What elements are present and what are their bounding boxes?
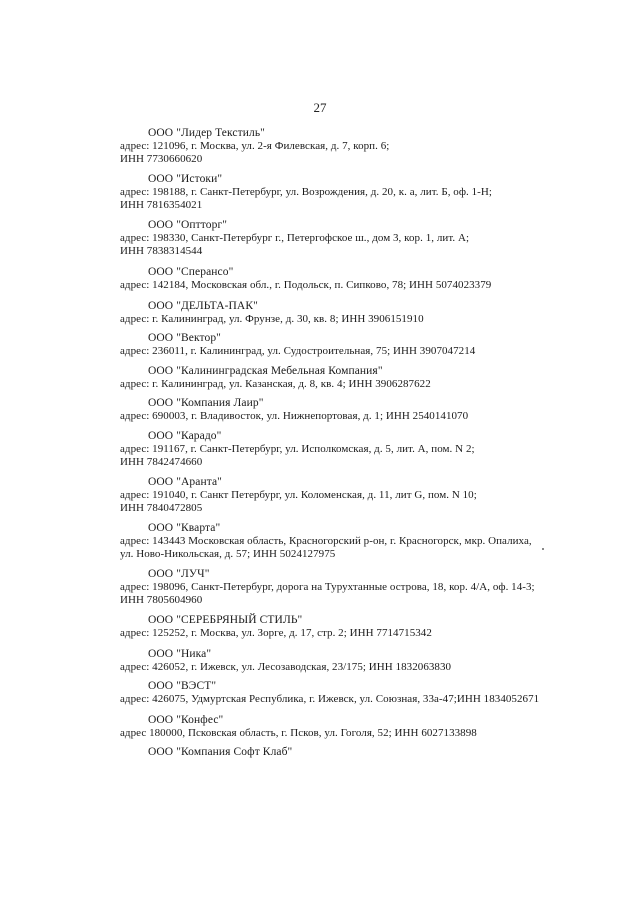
company-entry [120,522,540,568]
company-inn: ИНН 7816354021 [120,199,203,211]
company-entry [120,266,540,300]
company-entry [120,332,540,365]
company-name: ООО "Компания Лаир" [148,397,264,409]
company-address: адрес: г. Калининград, ул. Фрунзе, д. 30, кв. 8; ИНН 3906151910 [120,313,424,325]
company-address: адрес: 690003, г. Владивосток, ул. Нижнепортовая, д. 1; ИНН 2540141070 [120,410,469,422]
company-name: ООО "Карадо" [148,430,222,442]
company-entry [120,365,540,397]
company-inn: ИНН 7840472805 [120,502,203,514]
company-address: адрес: 426075, Удмуртская Республика, г. Ижевск, ул. Союзная, 33а-47;ИНН 1834052671 [120,693,540,705]
company-entry [120,173,540,219]
company-address: адрес: 191040, г. Санкт Петербург, ул. Коломенская, д. 11, лит G, пом. N 10; [120,489,477,501]
company-entry [120,219,540,266]
company-name: ООО "Лидер Текстиль" [148,127,265,139]
company-address: адрес: 236011, г. Калининград, ул. Судостроительная, 75; ИНН 3907047214 [120,345,476,357]
company-address: адрес: 198096, Санкт-Петербург, дорога на Турухтанные острова, 18, кор. 4/А, оф. 14-3; [120,581,535,593]
company-entry [120,127,540,173]
company-address: адрес 180000, Псковская область, г. Псков, ул. Гоголя, 52; ИНН 6027133898 [120,727,477,739]
company-address: адрес: 198330, Санкт-Петербург г., Петергофское ш., дом 3, кор. 1, лит. А; [120,232,470,244]
company-name: ООО "ВЭСТ" [148,680,217,692]
company-name: ООО "ДЕЛЬТА-ПАК" [148,300,258,312]
page-number: 27 [313,100,327,115]
company-address: адрес: 191167, г. Санкт-Петербург, ул. Исполкомская, д. 5, лит. А, пом. N 2; [120,443,475,455]
company-inn: ИНН 7842474660 [120,456,203,468]
company-entry [120,430,540,476]
company-address: адрес: 198188, г. Санкт-Петербург, ул. Возрождения, д. 20, к. а, лит. Б, оф. 1-Н; [120,186,492,198]
company-name: ООО "Калининградская Мебельная Компания" [148,365,383,377]
company-name: ООО "Кварта" [148,522,221,534]
company-address: адрес: 121096, г. Москва, ул. 2-я Филевская, д. 7, корп. 6; [120,140,390,152]
company-entry [120,746,540,762]
company-address: адрес: 426052, г. Ижевск, ул. Лесозаводская, 23/175; ИНН 1832063830 [120,661,452,673]
company-inn: ИНН 7730660620 [120,153,203,165]
company-address: адрес: 143443 Московская область, Красногорский р-он, г. Красногорск, мкр. Опалиха, [120,535,532,547]
company-list [120,127,540,762]
company-name: ООО "Истоки" [148,173,223,185]
company-entry [120,714,540,746]
company-entry [120,476,540,522]
company-address-cont: ул. Ново-Никольская, д. 57; ИНН 5024127975 [120,548,336,560]
company-inn: ИНН 7805604960 [120,594,203,606]
company-entry [120,397,540,430]
company-name: ООО "Сперансо" [148,266,234,278]
company-name: ООО "Оптторг" [148,219,228,231]
company-entry [120,680,540,714]
company-entry [120,568,540,614]
company-entry [120,300,540,332]
company-address: адрес: 142184, Московская обл., г. Подольск, п. Сипково, 78; ИНН 5074023379 [120,279,492,291]
company-name: ООО "ЛУЧ" [148,568,210,580]
company-name: ООО "СЕРЕБРЯНЫЙ СТИЛЬ" [148,614,303,626]
company-address: адрес: 125252, г. Москва, ул. Зорге, д. 17, стр. 2; ИНН 7714715342 [120,627,432,639]
company-name: ООО "Компания Софт Клаб" [148,746,293,758]
company-name: ООО "Вектор" [148,332,221,344]
company-entry [120,614,540,648]
scan-speck [542,548,544,550]
company-address: адрес: г. Калининград, ул. Казанская, д. 8, кв. 4; ИНН 3906287622 [120,378,431,390]
company-inn: ИНН 7838314544 [120,245,203,257]
company-name: ООО "Конфес" [148,714,224,726]
company-name: ООО "Аранта" [148,476,222,488]
company-name: ООО "Ника" [148,648,212,660]
company-entry [120,648,540,680]
